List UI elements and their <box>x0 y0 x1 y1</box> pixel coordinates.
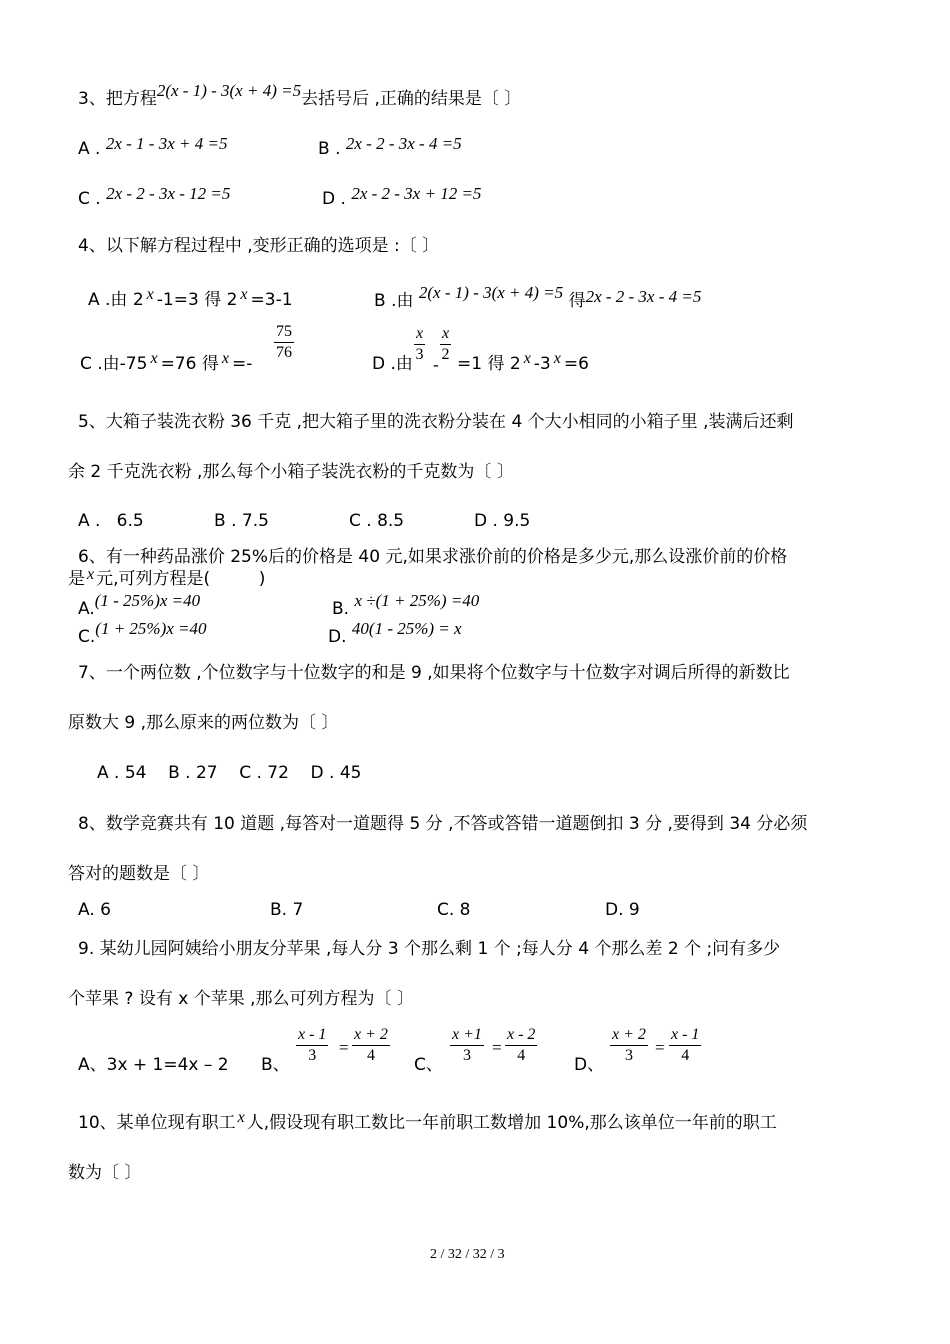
q3-equation: 2(x - 1) - 3(x + 4) =5 <box>156 81 302 100</box>
q9-option-c-right-fraction <box>505 1026 537 1065</box>
q4-option-a-x1: x <box>146 286 154 303</box>
q5-option-b: B . 7.5 <box>214 511 269 531</box>
page-number: 2 / 32 / 32 / 3 <box>430 1247 505 1262</box>
q4-option-a-text2: -1=3 得 2 <box>156 290 238 310</box>
q6-stem-line1: 6、有一种药品涨价 25%后的价格是 40 元,如果求涨价前的价格是多少元,那么设涨价前的价格 <box>78 547 788 567</box>
q9-option-a: A、3x + 1=4x – 2 <box>78 1055 229 1075</box>
q6-option-d <box>328 619 462 647</box>
q8-option-a: A. 6 <box>78 900 111 920</box>
q6-stem-line2-text1: 是 <box>68 569 85 589</box>
q4-option-b-text1: B .由 <box>374 291 414 311</box>
q4-option-d-text3: -3 <box>533 354 551 374</box>
q4-option-a-x2: x <box>240 286 248 303</box>
q4-option-d-x1: x <box>523 350 531 367</box>
q4-option-b-expr2: 2x - 2 - 3x - 4 =5 <box>585 287 702 306</box>
q10-stem-line1-x: x <box>237 1109 245 1126</box>
q6-option-c <box>78 619 207 647</box>
q9-d-left-num: x + 2 <box>612 1026 646 1043</box>
q4-option-a <box>88 286 293 310</box>
q4-option-d-f1-den: 3 <box>415 346 424 363</box>
q9-option-d-equals: = <box>655 1038 665 1057</box>
q8-option-c: C. 8 <box>437 900 471 920</box>
q7-options: A . 54 B . 27 C . 72 D . 45 <box>97 763 362 783</box>
q6-option-c-label: C. <box>78 627 96 647</box>
q9-b-right-num: x + 2 <box>354 1026 388 1043</box>
q4-option-c-text2: =76 得 <box>160 354 219 374</box>
q4-option-d-f2-den: 2 <box>441 346 450 363</box>
q9-stem-line1: 9. 某幼儿园阿姨给小朋友分苹果 ,每人分 3 个那么剩 1 个 ;每人分 4 个那么差 2 个 ;问有多少 <box>78 939 781 959</box>
q3-option-c <box>78 184 231 209</box>
q8-stem-line1: 8、数学竞赛共有 10 道题 ,每答对一道题得 5 分 ,不答或答错一道题倒扣 3 分 ,要得到 34 分必须 <box>78 814 808 834</box>
q3-option-d-label: D . <box>322 189 346 209</box>
q4-option-d-minus: - <box>433 355 439 374</box>
q4-option-d-lead: D .由 <box>372 354 413 374</box>
q4-option-d-fraction1 <box>414 325 425 364</box>
q8-stem-line2: 答对的题数是〔 〕 <box>68 864 210 884</box>
q9-option-c-equals: = <box>492 1038 502 1057</box>
q6-option-a-label: A. <box>78 599 95 619</box>
q5-stem-line1: 5、大箱子装洗衣粉 36 千克 ,把大箱子里的洗衣粉分装在 4 个大小相同的小箱子里 ,装满后还剩 <box>78 412 794 432</box>
q9-option-c-left-fraction <box>450 1026 484 1065</box>
q4-option-c-text1: C .由-75 <box>80 354 148 374</box>
q3-option-a <box>78 134 228 159</box>
q9-d-right-den: 4 <box>681 1047 690 1064</box>
q4-option-c-text3: =- <box>231 354 253 374</box>
q9-option-b-left-fraction <box>296 1026 328 1065</box>
q6-option-a-expr: (1 - 25%)x =40 <box>94 591 201 610</box>
q8-option-b: B. 7 <box>270 900 304 920</box>
q9-option-b-equals: = <box>339 1038 349 1057</box>
q9-c-right-num: x - 2 <box>507 1026 536 1043</box>
q4-option-d-fraction2 <box>440 325 451 364</box>
q5-stem-line2: 余 2 千克洗衣粉 ,那么每个小箱子装洗衣粉的千克数为〔 〕 <box>68 462 514 482</box>
q6-option-d-expr: 40(1 - 25%) = x <box>351 619 462 638</box>
q4-option-d-text4: =6 <box>563 354 589 374</box>
q5-option-a: A . 6.5 <box>78 511 144 531</box>
q4-option-d-text2: =1 得 2 <box>457 354 521 374</box>
q6-option-a <box>78 591 201 619</box>
q4-option-c-fraction <box>274 323 294 362</box>
q9-d-right-num: x - 1 <box>671 1026 700 1043</box>
q4-option-d-x2: x <box>553 350 561 367</box>
q4-stem: 4、以下解方程过程中 ,变形正确的选项是 :〔 〕 <box>78 236 440 256</box>
q4-option-c-x2: x <box>221 350 229 367</box>
q5-option-c: C . 8.5 <box>349 511 405 531</box>
q10-stem-line1-text1: 10、某单位现有职工 <box>78 1113 236 1133</box>
q6-option-b-expr: x ÷(1 + 25%) =40 <box>354 591 480 610</box>
q4-option-c <box>80 350 253 374</box>
q3-option-b-label: B . <box>318 139 341 159</box>
q3-tail: 去括号后 ,正确的结果是〔 〕 <box>301 89 522 109</box>
q6-option-b-label: B. <box>332 599 350 619</box>
q3-lead: 3、把方程 <box>78 89 157 109</box>
q9-option-d-label: D、 <box>574 1055 605 1075</box>
q7-stem-line2: 原数大 9 ,那么原来的两位数为〔 〕 <box>68 713 339 733</box>
q4-option-d-rest <box>457 350 589 374</box>
q4-option-b-text2: 得 <box>568 291 586 311</box>
q4-option-d-f1-num: x <box>416 325 424 342</box>
q9-b-right-den: 4 <box>366 1047 375 1064</box>
q10-stem-line1-text2: 人,假设现有职工数比一年前职工数增加 10%,那么该单位一年前的职工 <box>246 1113 777 1133</box>
q9-option-d-left-fraction <box>610 1026 648 1065</box>
q10-stem-line1 <box>78 1109 777 1133</box>
q9-stem-line2: 个苹果 ? 设有 x 个苹果 ,那么可列方程为〔 〕 <box>68 989 414 1009</box>
q3-option-c-label: C . <box>78 189 101 209</box>
q5-option-d: D . 9.5 <box>474 511 531 531</box>
q3-option-a-expr: 2x - 1 - 3x + 4 =5 <box>105 134 228 153</box>
q3-option-d <box>322 184 482 209</box>
q4-option-b-expr: 2(x - 1) - 3(x + 4) =5 <box>418 283 564 302</box>
q9-b-left-num: x - 1 <box>298 1026 327 1043</box>
q9-option-d-right-fraction <box>669 1026 701 1065</box>
q6-option-d-label: D. <box>328 627 347 647</box>
q9-d-left-den: 3 <box>624 1047 633 1064</box>
q3-option-b <box>318 134 462 159</box>
q9-option-c-label: C、 <box>414 1055 443 1075</box>
q4-option-b <box>374 283 702 311</box>
q3-stem <box>78 81 522 109</box>
q3-option-a-label: A . <box>78 139 101 159</box>
q4-option-c-frac-num: 75 <box>274 323 294 343</box>
q9-c-right-den: 4 <box>517 1047 526 1064</box>
q6-option-c-expr: (1 + 25%)x =40 <box>95 619 207 638</box>
q10-stem-line2: 数为〔 〕 <box>68 1163 142 1183</box>
q3-option-d-expr: 2x - 2 - 3x + 12 =5 <box>351 184 482 203</box>
q6-stem-line2-x: x <box>87 566 95 583</box>
q9-c-left-num: x +1 <box>452 1026 482 1043</box>
q9-b-left-den: 3 <box>308 1047 317 1064</box>
q7-stem-line1: 7、一个两位数 ,个位数字与十位数字的和是 9 ,如果将个位数字与十位数字对调后所得的新数比 <box>78 663 790 683</box>
q4-option-c-x1: x <box>150 350 158 367</box>
q9-option-b-label: B、 <box>261 1055 290 1075</box>
q4-option-a-text3: =3-1 <box>250 290 293 310</box>
q8-option-d: D. 9 <box>605 900 640 920</box>
q9-c-left-den: 3 <box>462 1047 471 1064</box>
q6-stem-line2-text2: 元,可列方程是( ) <box>96 569 266 589</box>
q6-stem-line2 <box>68 566 266 589</box>
q9-option-b-right-fraction <box>352 1026 390 1065</box>
q6-option-b <box>332 591 480 619</box>
q4-option-a-text1: A .由 2 <box>88 290 144 310</box>
q4-option-d-f2-num: x <box>442 325 450 342</box>
q3-option-b-expr: 2x - 2 - 3x - 4 =5 <box>345 134 462 153</box>
q3-option-c-expr: 2x - 2 - 3x - 12 =5 <box>106 184 231 203</box>
q4-option-c-frac-den: 76 <box>276 344 292 361</box>
